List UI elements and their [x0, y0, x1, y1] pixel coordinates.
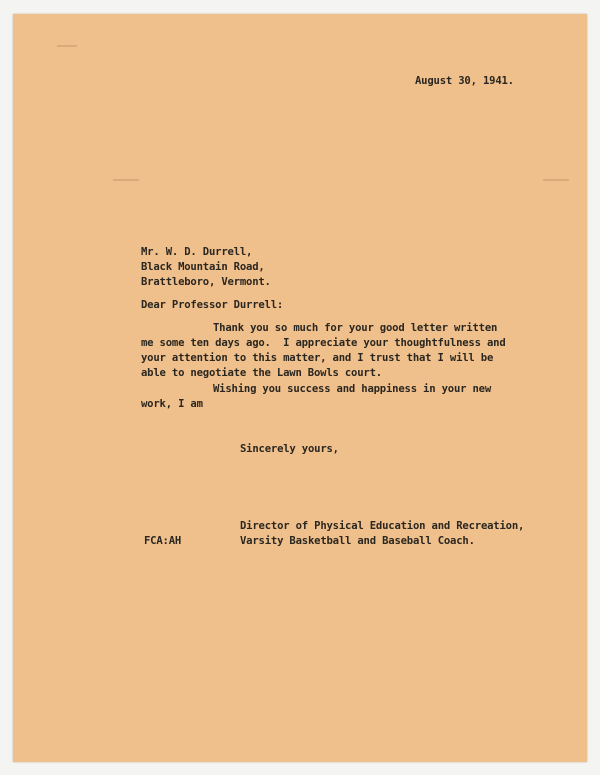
salutation: Dear Professor Durrell: [141, 299, 284, 311]
signature-title-line-1: Director of Physical Education and Recreation, [240, 520, 525, 532]
letter-date: August 30, 1941. [415, 75, 514, 87]
signature-title-line-2: Varsity Basketball and Baseball Coach. [240, 535, 475, 547]
body-paragraph-2-line-1: Wishing you success and happiness in your new [213, 383, 492, 395]
recipient-city: Brattleboro, Vermont. [141, 276, 271, 288]
recipient-name: Mr. W. D. Durrell, [141, 246, 253, 258]
body-paragraph-2-line-2: work, I am [141, 398, 203, 410]
recipient-street: Black Mountain Road, [141, 261, 265, 273]
body-paragraph-1-line-3: your attention to this matter, and I trust that I will be [141, 352, 494, 364]
paper-mark [543, 179, 569, 181]
closing: Sincerely yours, [240, 443, 339, 455]
initials: FCA:AH [144, 535, 182, 547]
paper-mark [57, 45, 77, 47]
body-paragraph-1-line-4: able to negotiate the Lawn Bowls court. [141, 367, 382, 379]
body-paragraph-1-line-2: me some ten days ago. I appreciate your thoughtfulness and [141, 337, 506, 349]
paper-mark [113, 179, 139, 181]
body-paragraph-1-line-1: Thank you so much for your good letter written [213, 322, 498, 334]
letter-page [13, 14, 587, 762]
